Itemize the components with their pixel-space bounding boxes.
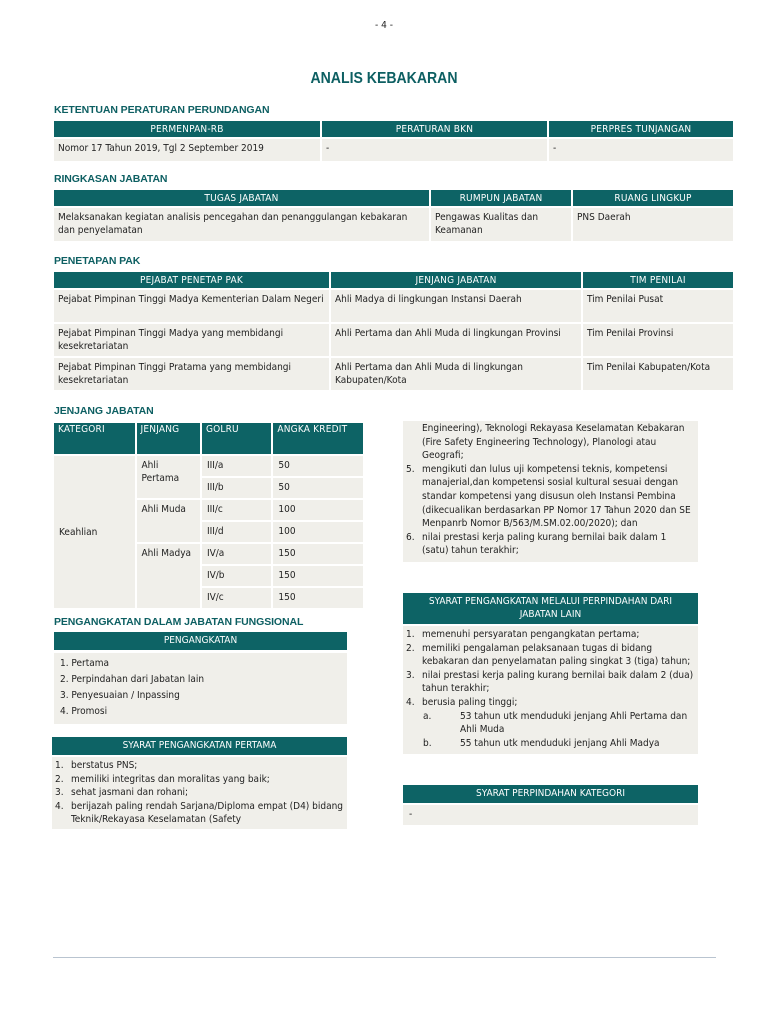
table-cell: Tim Penilai Provinsi: [583, 324, 733, 356]
pengangkatan-header: PENGANGKATAN: [54, 632, 347, 650]
ringkasan-table: [52, 188, 735, 243]
list-item: 1. Pertama: [60, 658, 110, 669]
table-cell: Pejabat Pimpinan Tinggi Madya yang membidangi kesekretariatan: [54, 324, 329, 356]
column-header: JENJANG: [137, 423, 200, 454]
table-row: [54, 358, 733, 390]
list-item: 3. sehat jasmani dan rohani;: [55, 787, 189, 799]
column-header: RUMPUN JABATAN: [431, 190, 571, 206]
syarat-kategori-header: SYARAT PERPINDAHAN KATEGORI: [403, 785, 698, 803]
syarat-kategori-box: [403, 785, 698, 825]
syarat-pertama-box: [52, 737, 347, 829]
golru-cell: IV/c: [202, 588, 271, 608]
angka-kredit-cell: 50: [273, 478, 363, 498]
jenjang-table: [52, 421, 365, 610]
table-cell: Ahli Madya di lingkungan Instansi Daerah: [331, 290, 581, 322]
golru-cell: III/b: [202, 478, 271, 498]
syarat-pertama-header: SYARAT PENGANGKATAN PERTAMA: [52, 737, 347, 755]
syarat-pertama-list: [52, 757, 347, 829]
table-cell: PNS Daerah: [573, 208, 733, 241]
angka-kredit-cell: 50: [273, 456, 363, 476]
section-title-jenjang: JENJANG JABATAN: [54, 405, 154, 417]
column-header: PERPRES TUNJANGAN: [549, 121, 733, 137]
list-item: 2. memiliki pengalaman pelaksanaan tugas di bidang kebakaran dan penyelamatan paling singkat 3 (tiga) tahun;: [406, 642, 691, 668]
table-cell: Ahli Pertama dan Ahli Muda di lingkungan Kabupaten/Kota: [331, 358, 581, 390]
table-cell: -: [322, 139, 547, 161]
table-row: [54, 290, 733, 322]
pengangkatan-box: [54, 632, 347, 724]
section-title-ketentuan: KETENTUAN PERATURAN PERUNDANGAN: [54, 104, 270, 116]
column-header: PERMENPAN-RB: [54, 121, 320, 137]
angka-kredit-cell: 150: [273, 588, 363, 608]
sub-list-item: a. 53 tahun utk menduduki jenjang Ahli Pertama dan Ahli Muda: [423, 710, 688, 736]
syarat-kategori-body: -: [403, 805, 698, 825]
list-item: 3. Penyesuaian / Inpassing: [60, 690, 180, 701]
kategori-cell: Keahlian: [54, 456, 135, 608]
section-title-penetapan: PENETAPAN PAK: [54, 255, 141, 267]
table-cell: Pejabat Pimpinan Tinggi Pratama yang membidangi kesekretariatan: [54, 358, 329, 390]
list-item: 1. memenuhi persyaratan pengangkatan pertama;: [406, 629, 640, 640]
column-header: ANGKA KREDIT: [273, 423, 363, 454]
list-item: 4. Promosi: [60, 706, 108, 717]
table-cell: Tim Penilai Pusat: [583, 290, 733, 322]
table-cell: Pengawas Kualitas dan Keamanan: [431, 208, 571, 241]
list-item: 1. berstatus PNS;: [55, 760, 138, 771]
page-title: ANALIS KEBAKARAN: [310, 70, 458, 87]
list-item: 4. berijazah paling rendah Sarjana/Diploma empat (D4) bidang Teknik/Rekayasa Keselamatan (Safety: [55, 800, 344, 826]
list-item: 5. mengikuti dan lulus uji kompetensi teknis, kompetensi manajerial,dan kompetensi sosial kultural sesuai dengan standar kompetensi yang disusun oleh Instansi Pembina (dikecualikan berdasarkan PP Nomor 17 Tahun 2020 dan SE Menpanrb Nomor B/563/M.SM.02.00/2020); dan: [406, 463, 691, 530]
table-cell: Pejabat Pimpinan Tinggi Madya Kementerian Dalam Negeri: [54, 290, 329, 322]
jenjang-cell: Ahli Pertama: [137, 456, 200, 498]
column-header: TUGAS JABATAN: [54, 190, 429, 206]
golru-cell: III/c: [202, 500, 271, 520]
golru-cell: IV/a: [202, 544, 271, 564]
column-header: PEJABAT PENETAP PAK: [54, 272, 329, 288]
syarat-pertama-continued: [403, 421, 698, 562]
ketentuan-table: [52, 119, 735, 163]
list-item: 2. memiliki integritas dan moralitas yang baik;: [55, 773, 270, 785]
table-row: [54, 324, 733, 356]
list-item: 3. nilai prestasi kerja paling kurang bernilai baik dalam 2 (dua) tahun terakhir;: [406, 669, 694, 695]
column-header: PERATURAN BKN: [322, 121, 547, 137]
table-cell: Melaksanakan kegiatan analisis pencegahan dan penanggulangan kebakaran dan penyelamatan: [54, 208, 429, 241]
angka-kredit-cell: 150: [273, 566, 363, 586]
golru-cell: IV/b: [202, 566, 271, 586]
jenjang-cell: Ahli Madya: [137, 544, 200, 608]
sub-list-item: b. 55 tahun utk menduduki jenjang Ahli Madya: [423, 737, 660, 749]
table-cell: Ahli Pertama dan Ahli Muda di lingkungan Provinsi: [331, 324, 581, 356]
column-header: KATEGORI: [54, 423, 135, 454]
list-item: 2. Perpindahan dari Jabatan lain: [60, 674, 205, 685]
golru-cell: III/d: [202, 522, 271, 542]
angka-kredit-cell: 100: [273, 500, 363, 520]
golru-cell: III/a: [202, 456, 271, 476]
list-item: 6. nilai prestasi kerja paling kurang bernilai baik dalam 1 (satu) tahun terakhir;: [406, 531, 667, 557]
column-header: RUANG LINGKUP: [573, 190, 733, 206]
section-title-ringkasan: RINGKASAN JABATAN: [54, 173, 168, 185]
syarat-perpindahan-box: [403, 593, 698, 754]
angka-kredit-cell: 100: [273, 522, 363, 542]
list-item: 4. berusia paling tinggi; a. 53 tahun utk menduduki jenjang Ahli Pertama dan Ahli Muda b. 55 tahun utk menduduki jenjang Ahli Madya: [405, 696, 694, 750]
table-cell: -: [549, 139, 733, 161]
table-cell: Tim Penilai Kabupaten/Kota: [583, 358, 733, 390]
footer-divider: [53, 957, 716, 958]
column-header: GOLRU: [202, 423, 271, 454]
angka-kredit-cell: 150: [273, 544, 363, 564]
table-cell: Nomor 17 Tahun 2019, Tgl 2 September 2019: [54, 139, 320, 161]
column-header: TIM PENILAI: [583, 272, 733, 288]
list-item-continued: Engineering), Teknologi Rekayasa Keselamatan Kebakaran (Fire Safety Engineering Technology), Planologi atau Geografi;: [422, 423, 685, 462]
syarat-perpindahan-list: [403, 626, 698, 754]
page-number: - 4 -: [375, 20, 393, 31]
pengangkatan-list: [54, 653, 347, 724]
column-header: JENJANG JABATAN: [331, 272, 581, 288]
section-title-pengangkatan: PENGANGKATAN DALAM JABATAN FUNGSIONAL: [54, 616, 304, 628]
jenjang-cell: Ahli Muda: [137, 500, 200, 542]
syarat-perpindahan-header: SYARAT PENGANGKATAN MELALUI PERPINDAHAN DARI JABATAN LAIN: [403, 593, 698, 624]
penetapan-table: [52, 270, 735, 392]
